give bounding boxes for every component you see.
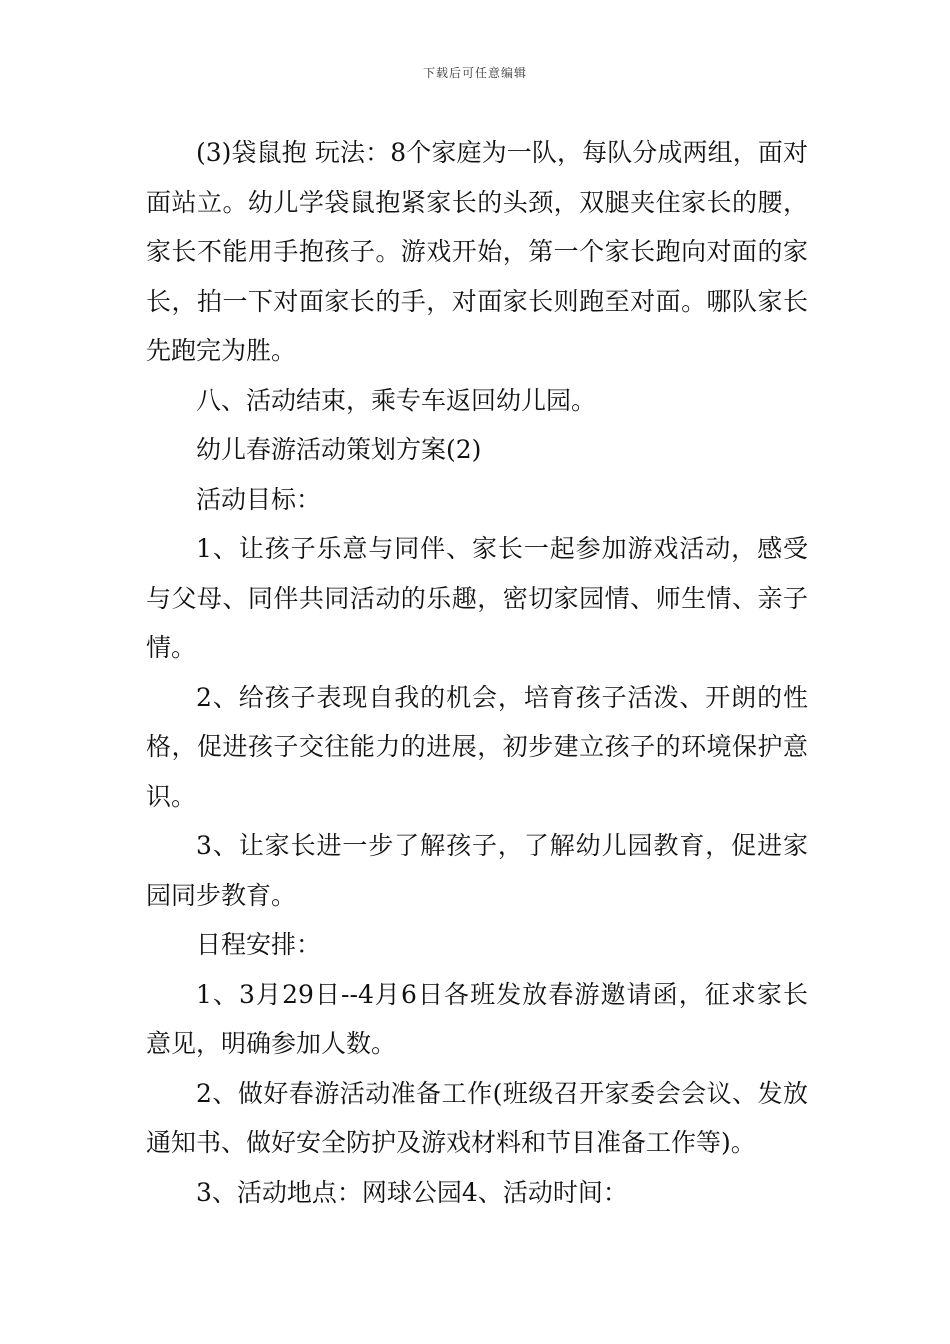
paragraph-kangaroo-game: (3)袋鼠抱 玩法：8个家庭为一队，每队分成两组，面对面站立。幼儿学袋鼠抱紧家长的头颈，双腿夹住家长的腰，家长不能用手抱孩子。游戏开始，第一个家长跑向对面的家长，拍一下对面家长的手，对面家长则跑至对面。哪队家长先跑完为胜。	[146, 138, 808, 365]
heading-schedule: 日程安排：	[196, 930, 322, 959]
paragraph-goal-1: 1、让孩子乐意与同伴、家长一起参加游戏活动，感受与父母、同伴共同活动的乐趣，密切家园情、师生情、亲子情。	[146, 534, 808, 662]
paragraph-schedule-1: 1、3月29日--4月6日各班发放春游邀请函，征求家长意见，明确参加人数。	[146, 979, 808, 1058]
paragraph-goal-3: 3、让家长进一步了解孩子，了解幼儿园教育，促进家园同步教育。	[146, 831, 808, 910]
paragraph-schedule-3: 3、活动地点：网球公园4、活动时间：	[196, 1177, 628, 1207]
paragraph-schedule-2: 2、做好春游活动准备工作(班级召开家委会会议、发放通知书、做好安全防护及游戏材料和节目准备工作等)。	[146, 1078, 808, 1157]
page-header-note: 下载后可任意编辑	[422, 66, 527, 80]
section-title-plan-2: 幼儿春游活动策划方案(2)	[196, 435, 482, 464]
paragraph-activity-end: 八、活动结束，乘专车返回幼儿园。	[196, 385, 597, 415]
heading-activity-goals: 活动目标：	[196, 484, 322, 514]
paragraph-goal-2: 2、给孩子表现自我的机会，培育孩子活泼、开朗的性格，促进孩子交往能力的进展，初步建立孩子的环境保护意识。	[146, 682, 808, 811]
document-body	[146, 128, 808, 1217]
